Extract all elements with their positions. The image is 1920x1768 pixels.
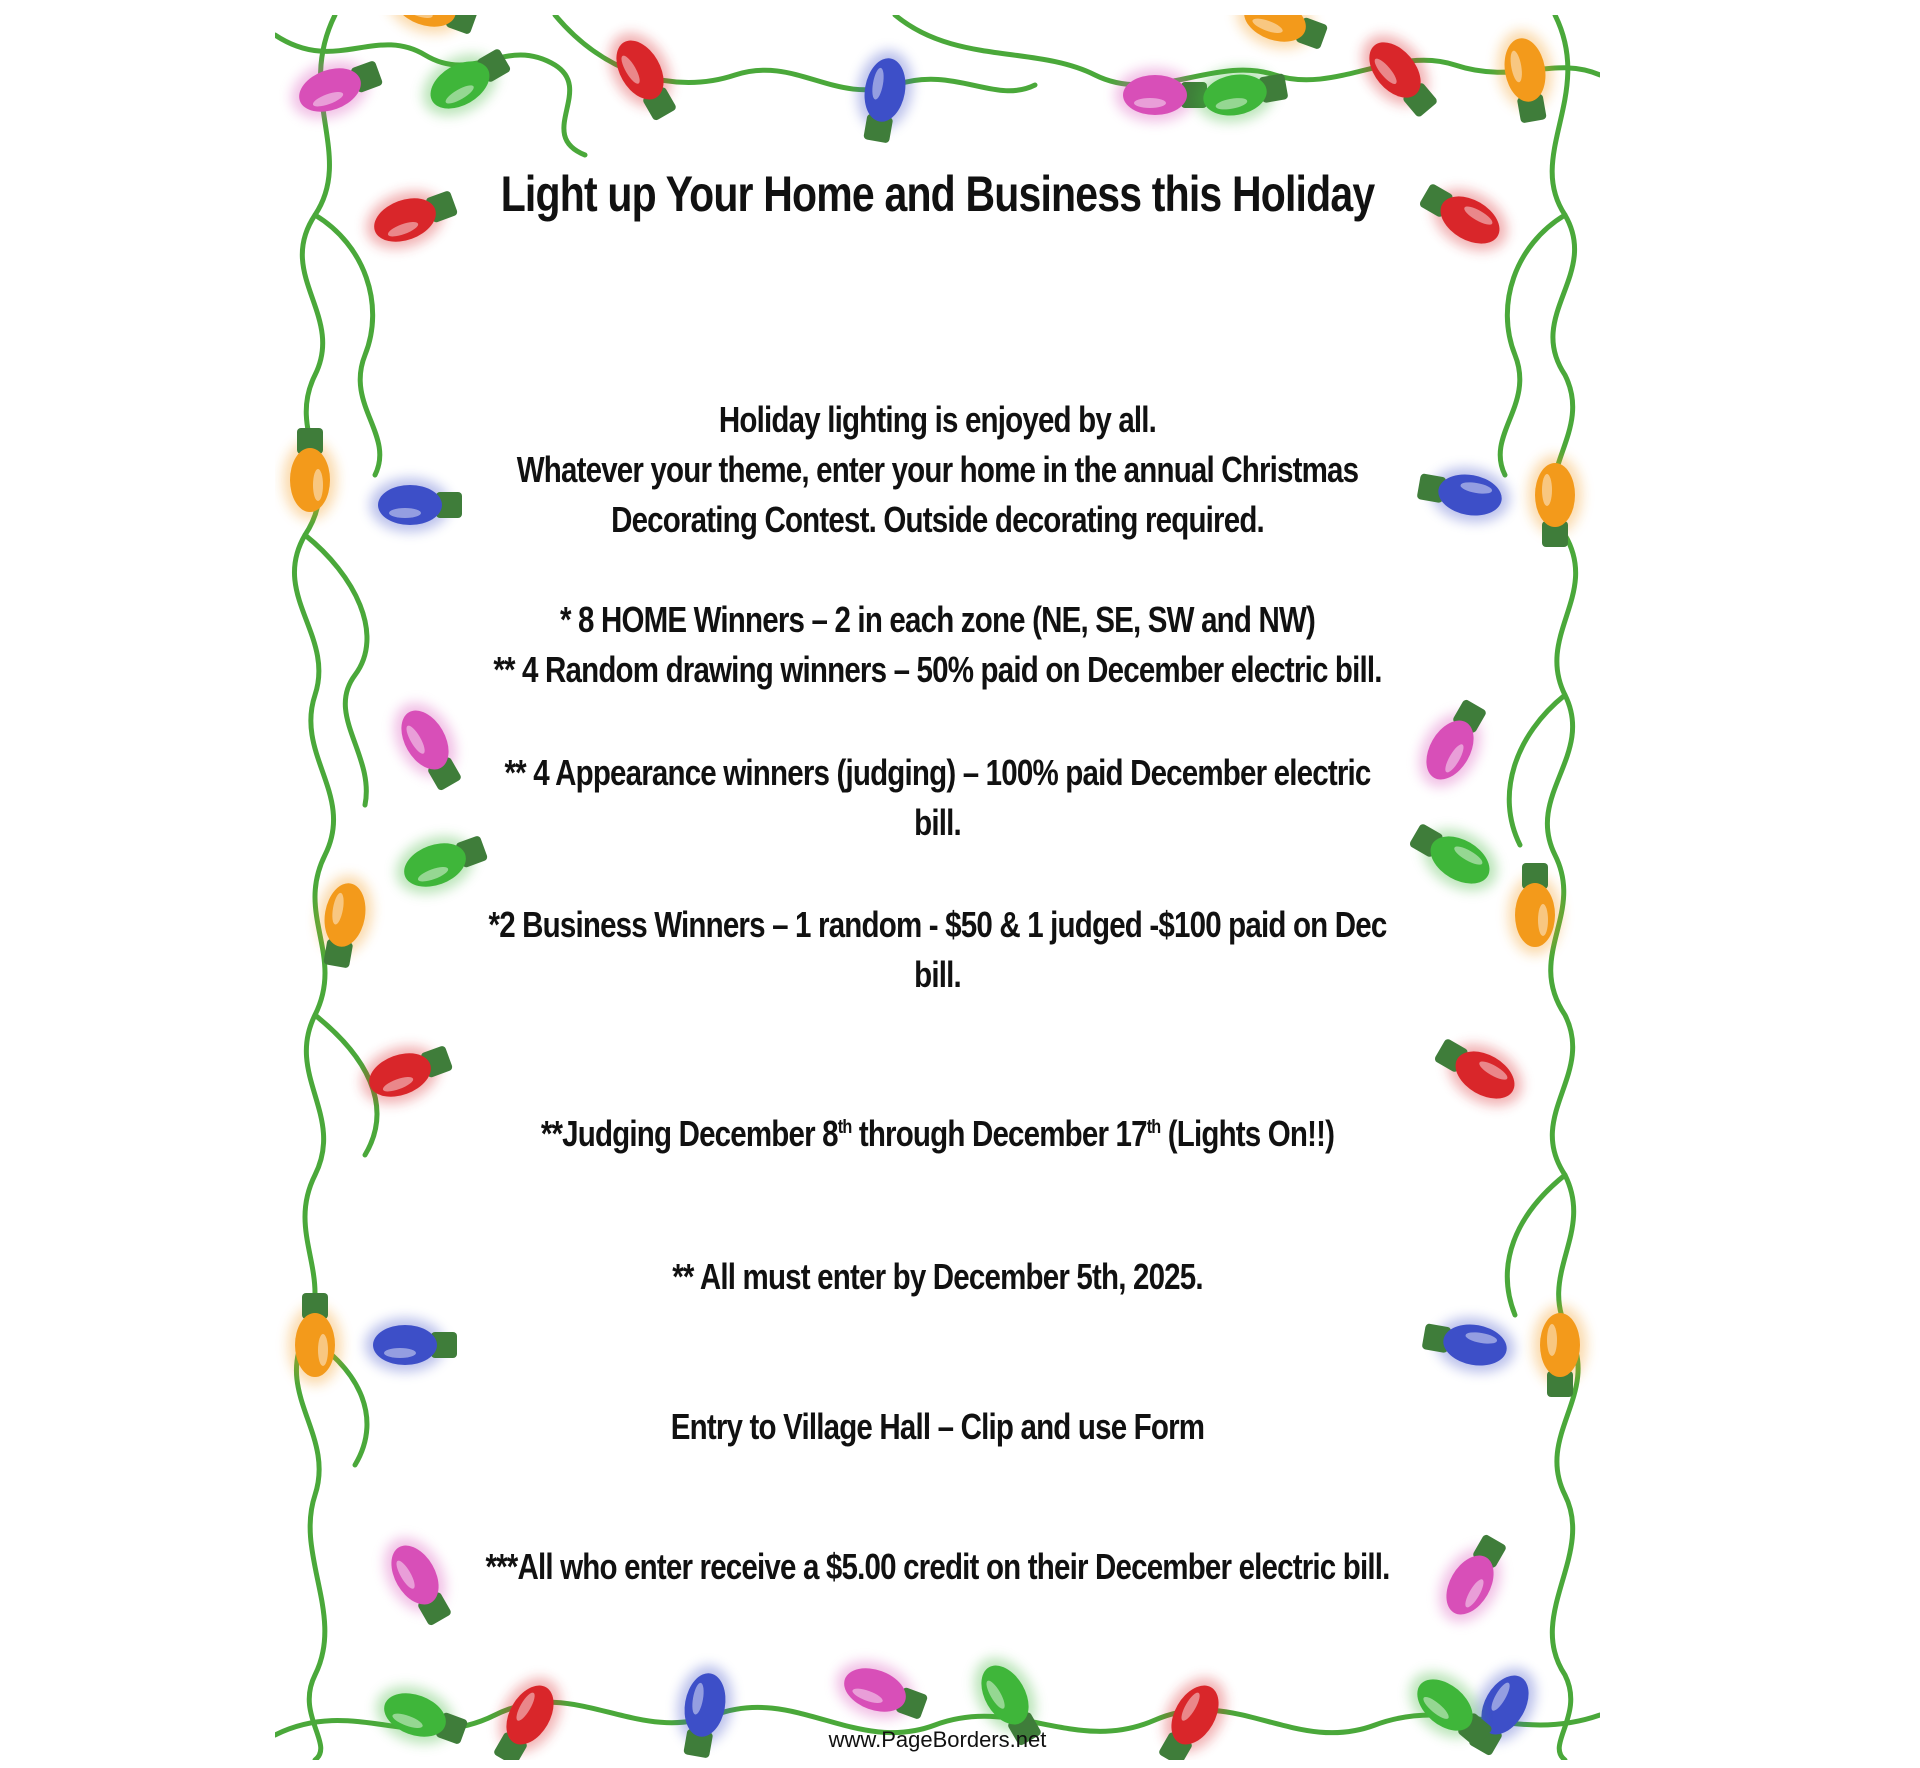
random-winners-line: ** 4 Random drawing winners – 50% paid on December electric bill.: [493, 649, 1382, 690]
bulb-shine: [1547, 1324, 1557, 1356]
christmas-lights-border: [275, 15, 1600, 1760]
appearance-winners-cont: bill.: [914, 802, 961, 843]
judging-middle: through December 17: [851, 1113, 1147, 1154]
bulb-2: [597, 22, 690, 129]
bulb-8: [1349, 22, 1450, 127]
bulb-26: [1419, 1309, 1519, 1378]
bulbs-layer: [283, 15, 1587, 1760]
credit-line: ***All who enter receive a $5.00 credit on their December electric bill.: [485, 1546, 1390, 1587]
judging-dates-line: [394, 1102, 1481, 1159]
bulb-body: [1540, 1313, 1580, 1377]
bulb-body: [290, 448, 330, 512]
bulb-body: [373, 1325, 437, 1365]
bulb-9: [1491, 26, 1560, 126]
home-winners-line: * 8 HOME Winners – 2 in each zone (NE, SE, SW and NW): [559, 599, 1316, 640]
bulb-shine: [1542, 474, 1552, 506]
bulb-body: [1515, 883, 1555, 947]
bulb-33: [828, 1651, 933, 1733]
intro-line-2: Whatever your theme, enter your home in the annual Christmas: [516, 449, 1359, 490]
intro-line-3: Decorating Contest. Outside decorating required.: [611, 499, 1264, 540]
deadline-line: ** All must enter by December 5th, 2025.: [672, 1256, 1203, 1297]
bulb-shine: [384, 1348, 416, 1358]
judging-sup-1: th: [837, 1116, 852, 1138]
flyer-page: [275, 15, 1600, 1760]
bulb-20: [309, 871, 378, 971]
appearance-winners-line: ** 4 Appearance winners (judging) – 100% paid December electric: [504, 752, 1371, 793]
business-winners-cont: bill.: [914, 954, 961, 995]
bulb-25: [365, 1318, 457, 1372]
light-string-wires: [275, 15, 1600, 1760]
bulb-1: [412, 36, 519, 129]
bulb-0: [283, 47, 388, 129]
bulb-24: [288, 1293, 342, 1385]
judging-sup-2: th: [1146, 1116, 1161, 1138]
bulb-body: [1123, 75, 1187, 115]
bulb-4: [849, 46, 918, 146]
flyer-title: Light up Your Home and Business this Holiday: [500, 166, 1375, 222]
bulb-body: [1535, 463, 1575, 527]
business-winners-line: *2 Business Winners – 1 random - $50 & 1 judged -$100 paid on Dec: [488, 904, 1387, 945]
bulb-15: [1528, 455, 1582, 547]
bulb-body: [295, 1313, 335, 1377]
bulb-shine: [313, 469, 323, 501]
judging-suffix: (Lights On!!): [1160, 1113, 1335, 1154]
bulb-12: [283, 428, 337, 520]
bulb-7: [1191, 59, 1291, 128]
judging-prefix: **Judging December 8: [540, 1113, 838, 1154]
bulb-shine: [1134, 98, 1166, 108]
bulb-21: [1508, 863, 1562, 955]
bulb-5: [1228, 15, 1333, 63]
entry-line: Entry to Village Hall – Clip and use Form: [670, 1406, 1205, 1447]
intro-line-1: Holiday lighting is enjoyed by all.: [718, 399, 1157, 440]
bulb-shine: [318, 1334, 328, 1366]
footer-url: www.PageBorders.net: [828, 1727, 1047, 1752]
bulb-shine: [1538, 904, 1548, 936]
